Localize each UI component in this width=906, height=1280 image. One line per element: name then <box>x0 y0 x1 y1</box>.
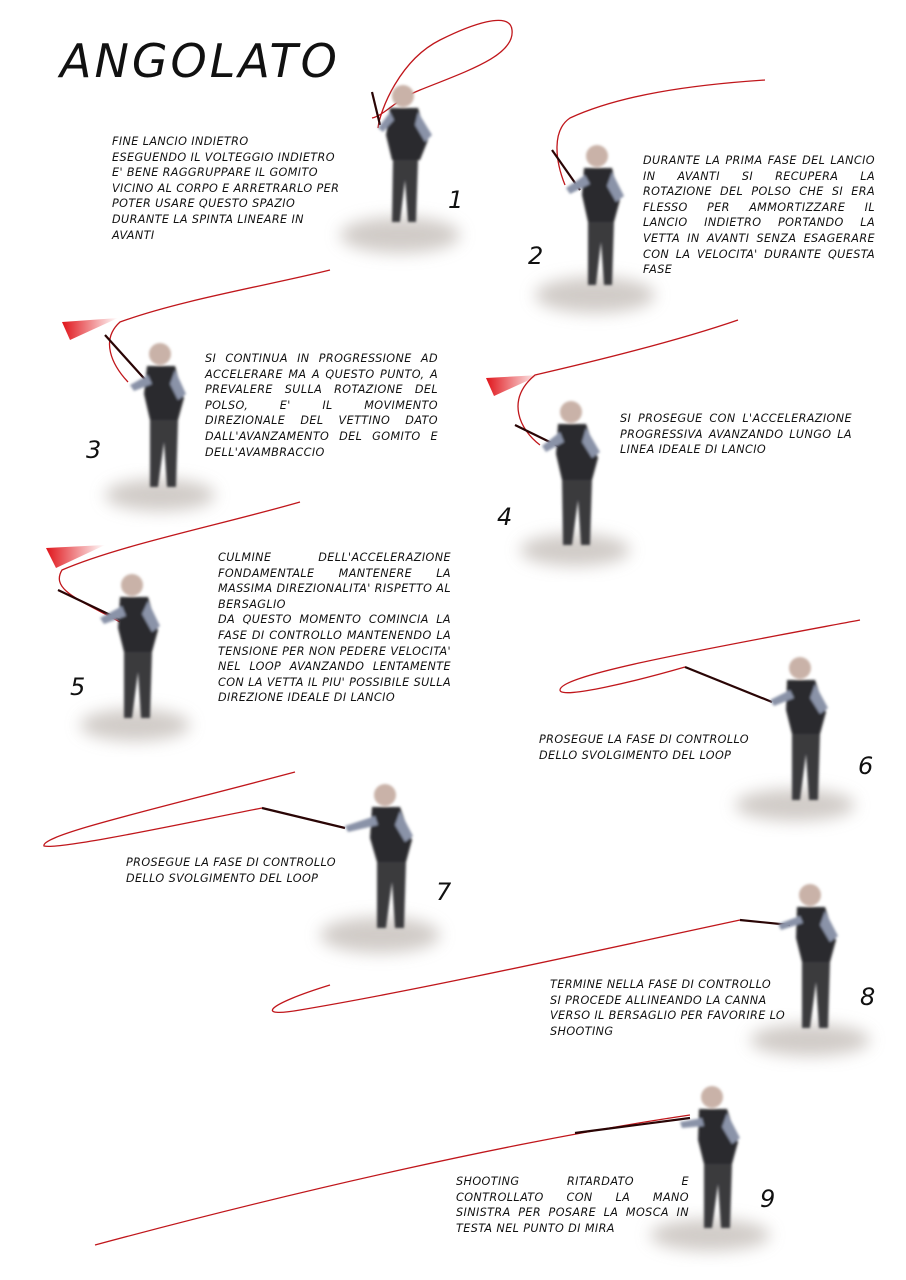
step-4-text: SI PROSEGUE CON L'ACCELERAZIONE PROGRESSIVA AVANZANDO LUNGO LA LINEA IDEALE DI LANCIO <box>620 412 852 457</box>
step-3-number: 3 <box>86 436 102 464</box>
step-5-number: 5 <box>70 673 86 701</box>
figure-step-1 <box>340 20 512 253</box>
rod <box>372 92 380 125</box>
fly-line <box>44 772 295 846</box>
step-2-text: DURANTE LA PRIMA FASE DEL LANCIO IN AVANTI SI RECUPERA LA ROTAZIONE DEL POLSO CHE SI ERA FLESSO PER AMMORTIZZARE IL LANCIO INDIETRO PORTANDO LA VETTA IN AVANTI SENZA ESAGERARE CON LA VELOCITA' DURANTE QUESTA FASE <box>643 154 875 277</box>
speed-flag <box>62 318 118 340</box>
page-title: ANGOLATO <box>60 34 340 88</box>
step-8-text: TERMINE NELLA FASE DI CONTROLLO SI PROCEDE ALLINEANDO LA CANNA VERSO IL BERSAGLIO PER FAVORIRE LO SHOOTING <box>550 978 786 1038</box>
rod <box>105 335 150 385</box>
rod <box>575 1118 690 1133</box>
angler-silhouette <box>778 884 838 1028</box>
step-1-number: 1 <box>448 186 464 214</box>
step-2-number: 2 <box>528 242 544 270</box>
angler-silhouette <box>130 343 186 487</box>
angler-silhouette <box>100 574 160 718</box>
angler-silhouette <box>680 1086 740 1228</box>
rod <box>685 667 772 702</box>
step-9-text: SHOOTING RITARDATO E CONTROLLATO CON LA MANO SINISTRA PER POSARE LA MOSCA IN TESTA NEL PUNTO DI MIRA <box>456 1175 689 1235</box>
step-7-text: PROSEGUE LA FASE DI CONTROLLO DELLO SVOLGIMENTO DEL LOOP <box>126 856 336 885</box>
step-1-text: FINE LANCIO INDIETRO ESEGUENDO IL VOLTEGGIO INDIETRO E' BENE RAGGRUPPARE IL GOMITO VICINO AL CORPO E ARRETRARLO PER POTER USARE QUESTO SPAZIO DURANTE LA SPINTA LINEARE IN AVANTI <box>112 135 340 242</box>
angler-silhouette <box>566 145 624 285</box>
step-7-number: 7 <box>436 878 452 906</box>
step-6-number: 6 <box>858 752 874 780</box>
step-5-text: CULMINE DELL'ACCELERAZIONE FONDAMENTALE MANTENERE LA MASSIMA DIREZIONALITA' RISPETTO AL BERSAGLIO DA QUESTO MOMENTO COMINCIA LA FASE DI CONTROLLO MANTENENDO LA TENSIONE PER NON PEDERE VELOCITA' NEL LOOP AVANZANDO LENTAMENTE CON LA VETTA IL PIU' POSSIBILE SULLA DIREZIONE IDEALE DI LANCIO <box>218 551 451 705</box>
angler-silhouette <box>542 401 600 545</box>
angler-silhouette <box>378 85 432 222</box>
step-4-number: 4 <box>497 503 513 531</box>
step-8-number: 8 <box>860 983 876 1011</box>
step-6-text: PROSEGUE LA FASE DI CONTROLLO DELLO SVOLGIMENTO DEL LOOP <box>539 733 749 762</box>
step-9-number: 9 <box>760 1185 776 1213</box>
angler-silhouette <box>770 657 828 800</box>
step-3-text: SI CONTINUA IN PROGRESSIONE AD ACCELERARE MA A QUESTO PUNTO, A PREVALERE SULLA ROTAZIONE DEL POLSO, E' IL MOVIMENTO DIREZIONALE DEL VETTINO DATO DALL'AVANZAMENTO DEL GOMITO E DELL'AVAMBRACCIO <box>205 352 438 459</box>
rod <box>262 808 345 828</box>
figure-step-6 <box>560 620 860 821</box>
